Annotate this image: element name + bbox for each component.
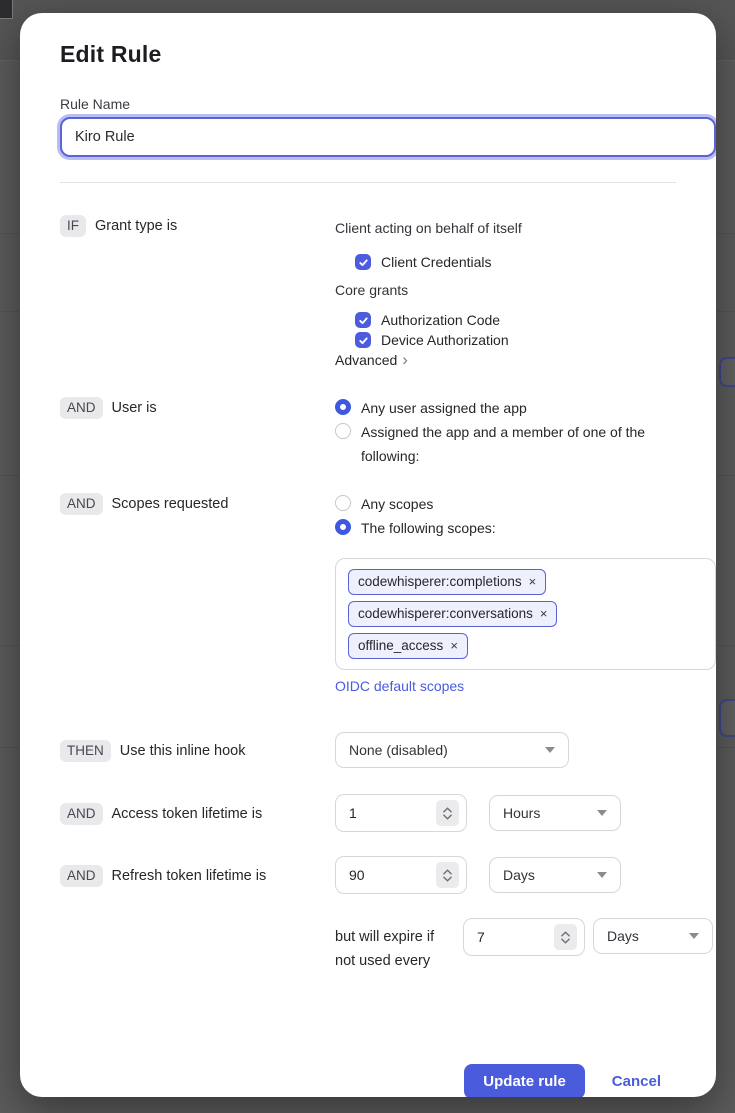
scopes-requested-label: Scopes requested (111, 496, 229, 512)
access-lifetime-unit: Hours (503, 805, 541, 821)
cancel-button[interactable]: Cancel (611, 1073, 661, 1090)
advanced-toggle[interactable] (335, 352, 676, 368)
expire-label: but will expire if not used every (335, 929, 435, 969)
update-rule-button[interactable]: Update rule (464, 1064, 585, 1097)
any-scopes-label: Any scopes (361, 496, 434, 512)
advanced-label: Advanced (335, 352, 398, 368)
grant-type-section (60, 214, 676, 368)
scopes-chip-input[interactable] (335, 558, 716, 670)
refresh-lifetime-value: 90 (349, 867, 365, 883)
client-grants-group-label: Client acting on behalf of itself (335, 220, 522, 236)
radio-unselected-icon[interactable] (335, 495, 351, 511)
if-badge: IF (60, 215, 86, 237)
and-badge: AND (60, 865, 103, 887)
scopes-section (60, 492, 676, 696)
checked-checkbox-icon[interactable] (355, 254, 371, 270)
user-section (60, 396, 676, 468)
scope-chip-label: codewhisperer:completions (358, 574, 522, 589)
access-lifetime-label: Access token lifetime is (111, 805, 263, 822)
remove-chip-icon[interactable]: × (528, 574, 537, 589)
chevron-down-icon (689, 933, 699, 939)
scope-chip-label: codewhisperer:conversations (358, 606, 533, 621)
authorization-code-option[interactable] (335, 312, 676, 328)
device-authorization-label: Device Authorization (381, 332, 509, 348)
expire-interval-input[interactable] (463, 918, 585, 956)
number-stepper[interactable] (436, 862, 459, 888)
oidc-default-scopes-link[interactable]: OIDC default scopes (335, 678, 465, 694)
expire-unit: Days (607, 928, 639, 944)
dialog-title: Edit Rule (60, 41, 162, 67)
any-user-option[interactable] (335, 396, 676, 420)
access-lifetime-unit-select[interactable] (489, 795, 621, 831)
inline-hook-select[interactable] (335, 732, 569, 768)
refresh-lifetime-label: Refresh token lifetime is (111, 867, 267, 884)
checked-checkbox-icon[interactable] (355, 332, 371, 348)
assigned-member-label: Assigned the app and a member of one of the following: (361, 424, 646, 464)
background-focused-field-fragment (719, 699, 735, 737)
rule-name-input[interactable] (60, 117, 716, 157)
then-badge: THEN (60, 740, 111, 762)
radio-selected-icon[interactable] (335, 519, 351, 535)
access-lifetime-value: 1 (349, 805, 357, 821)
rule-name-label: Rule Name (60, 96, 131, 112)
chevron-down-icon (561, 938, 570, 944)
assigned-member-option[interactable] (335, 420, 676, 468)
background-corner-fragment (0, 0, 13, 19)
scope-chip (348, 601, 557, 627)
chevron-down-icon (597, 872, 607, 878)
inline-hook-section (60, 732, 676, 768)
edit-rule-dialog (20, 13, 716, 1097)
any-scopes-option[interactable] (335, 492, 716, 516)
and-badge: AND (60, 803, 103, 825)
refresh-lifetime-section (60, 856, 676, 894)
access-lifetime-section (60, 794, 676, 832)
grant-type-label: Grant type is (95, 218, 178, 234)
core-grants-group-label: Core grants (335, 282, 409, 298)
scope-chip-label: offline_access (358, 638, 444, 653)
client-credentials-option[interactable] (335, 254, 676, 270)
chevron-up-icon (443, 869, 452, 875)
inline-hook-value: None (disabled) (349, 742, 448, 758)
remove-chip-icon[interactable]: × (450, 638, 458, 653)
radio-selected-icon[interactable] (335, 399, 351, 415)
refresh-lifetime-unit: Days (503, 867, 535, 883)
number-stepper[interactable] (436, 800, 459, 826)
scope-chip (348, 569, 546, 595)
background-focused-field-fragment (719, 357, 735, 387)
authorization-code-label: Authorization Code (381, 312, 501, 328)
chevron-down-icon (597, 810, 607, 816)
dialog-footer (60, 1064, 676, 1097)
client-credentials-label: Client Credentials (381, 254, 492, 270)
expire-unit-select[interactable] (593, 918, 713, 954)
following-scopes-option[interactable] (335, 516, 716, 540)
access-lifetime-input[interactable] (335, 794, 467, 832)
refresh-lifetime-unit-select[interactable] (489, 857, 621, 893)
and-badge: AND (60, 397, 103, 419)
remove-chip-icon[interactable]: × (539, 606, 548, 621)
divider (60, 182, 676, 183)
scope-chip (348, 633, 468, 659)
rule-name-value: Kiro Rule (75, 129, 135, 145)
chevron-up-icon (443, 807, 452, 813)
chevron-up-icon (561, 931, 570, 937)
refresh-lifetime-input[interactable] (335, 856, 467, 894)
radio-unselected-icon[interactable] (335, 423, 351, 439)
chevron-down-icon (443, 876, 452, 882)
following-scopes-label: The following scopes: (361, 520, 496, 536)
expire-interval-value: 7 (477, 929, 485, 945)
chevron-right-icon: › (402, 350, 408, 369)
chevron-down-icon (545, 747, 555, 753)
refresh-expire-section (60, 918, 676, 973)
inline-hook-label: Use this inline hook (119, 742, 246, 759)
any-user-label: Any user assigned the app (361, 400, 527, 416)
device-authorization-option[interactable] (335, 332, 676, 348)
chevron-down-icon (443, 814, 452, 820)
user-is-label: User is (111, 400, 157, 416)
number-stepper[interactable] (554, 924, 577, 950)
checked-checkbox-icon[interactable] (355, 312, 371, 328)
and-badge: AND (60, 493, 103, 515)
